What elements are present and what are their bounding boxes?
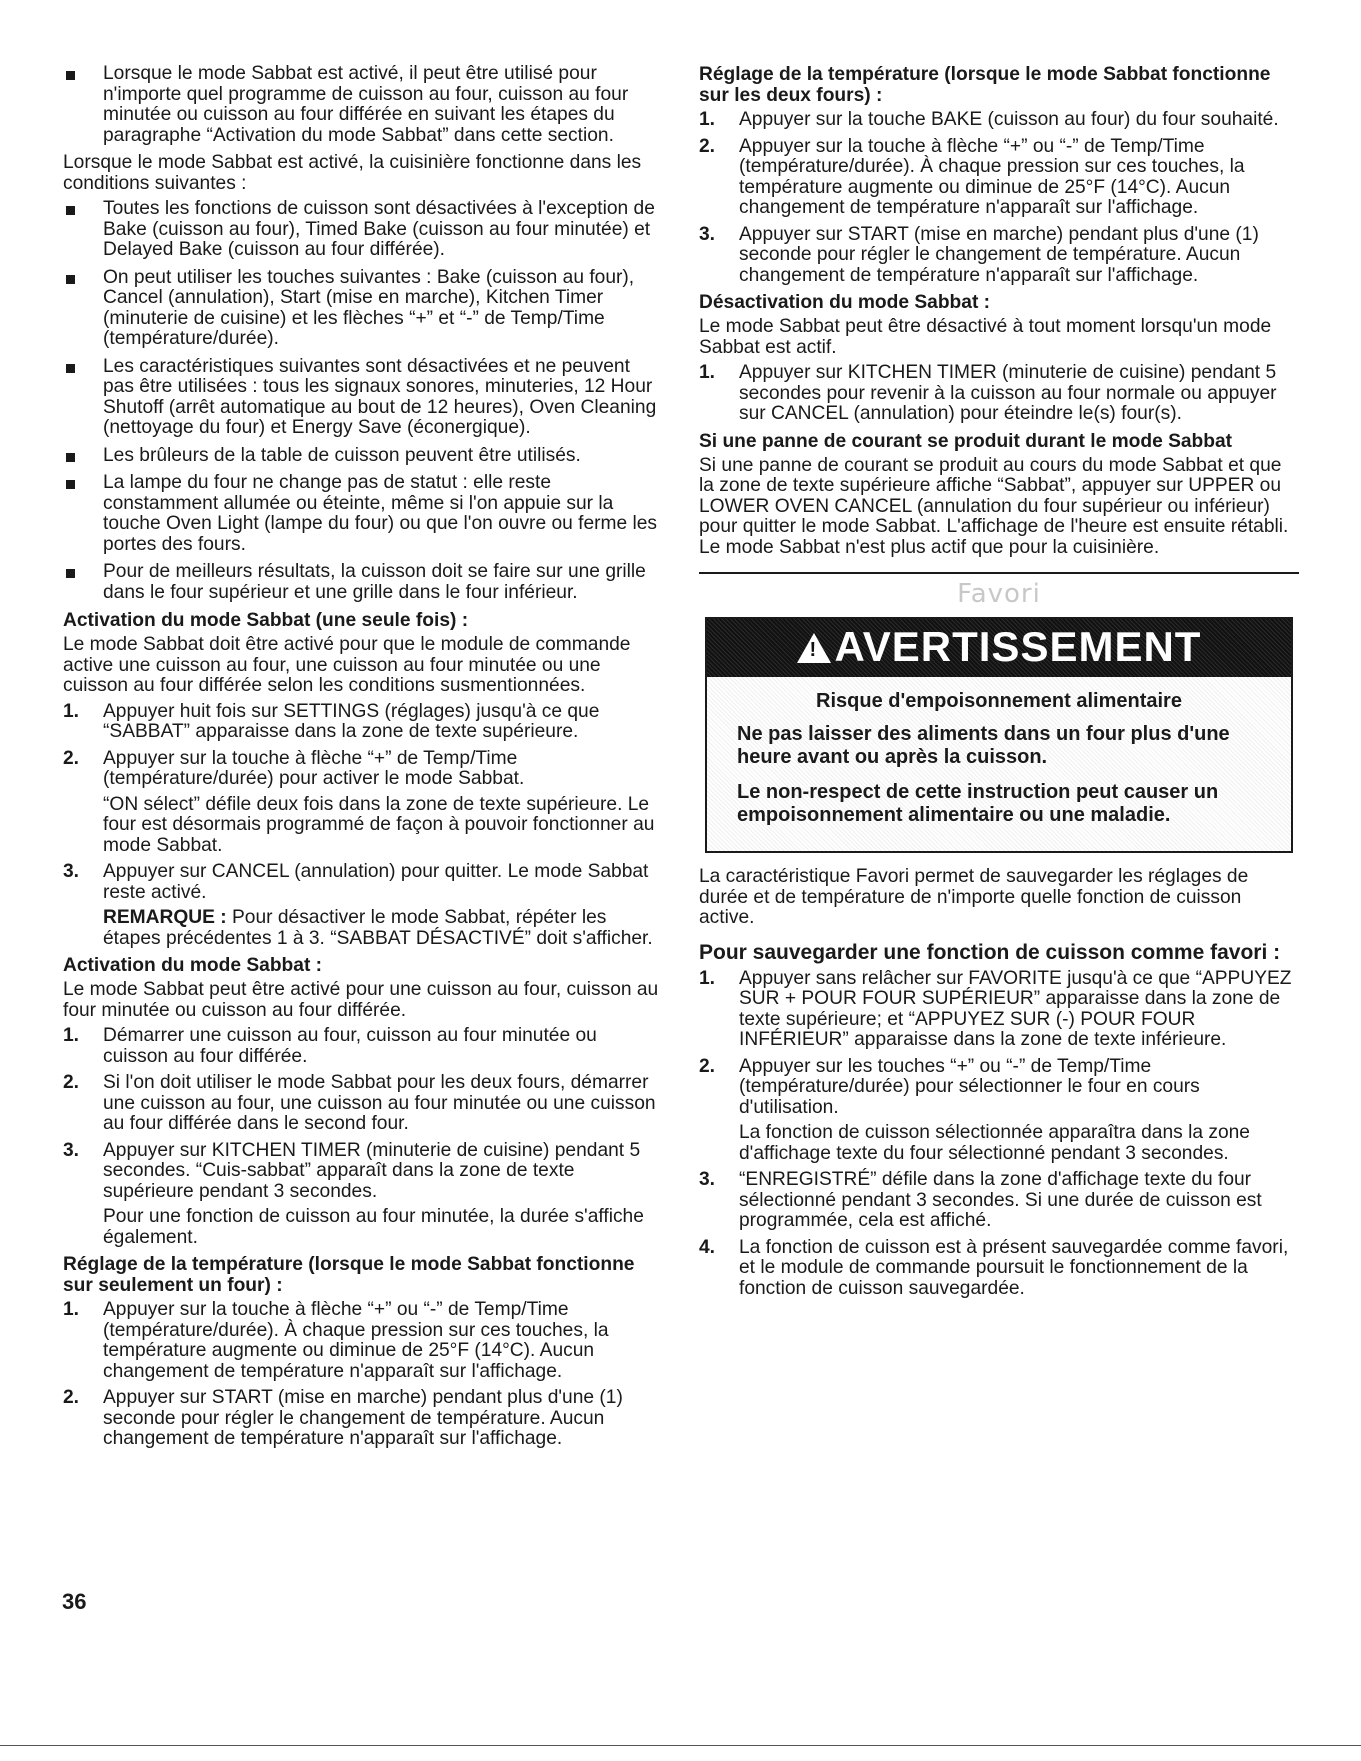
favori-intro: La caractéristique Favori permet de sauvegarder les réglages de durée et de température de n'importe quelle fonction de cuisson active. — [699, 866, 1249, 928]
warning-body — [707, 677, 1291, 852]
section-intro: Le mode Sabbat peut être désactivé à tout moment lorsqu'un mode Sabbat est actif. — [699, 316, 1272, 358]
temp-two-steps — [699, 110, 1299, 286]
step-number: 2. — [63, 1387, 80, 1408]
section-heading: Activation du mode Sabbat : — [63, 955, 323, 976]
list-item — [699, 363, 1299, 425]
step-number: 2. — [699, 135, 716, 157]
temp-one-steps — [63, 1300, 663, 1450]
list-item: Toutes les fonctions de cuisson sont désactivées à l'exception de Bake (cuisson au four), Timed Bake (cuisson au four minutée) et Delayed Bake (cuisson au four différée). — [63, 199, 663, 261]
list-item — [699, 1057, 1299, 1165]
list-item — [63, 1388, 663, 1450]
conditions-list — [63, 199, 663, 603]
section-divider — [699, 572, 1299, 574]
section-text: Si une panne de courant se produit au cours du mode Sabbat et que la zone de texte supérieure affiche “Sabbat”, appuyer sur UPPER ou LOWER OVEN CANCEL (annulation du four supérieur ou inférieur) pour quitter le mode Sabbat. L'affichage de l'heure est ensuite rétabli. Le mode Sabbat n'est plus actif que pour la cuisinière. — [699, 454, 1289, 558]
step-note: “ON sélect” défile deux fois dans la zone de texte supérieure. Le four est désormais programmé de façon à pouvoir fonctionner au mode Sabbat. — [103, 793, 655, 856]
favori-heading: Favori — [957, 579, 1041, 609]
step-note: La fonction de cuisson sélectionnée apparaîtra dans la zone d'affichage texte du four sélectionné pendant 3 secondes. — [739, 1122, 1250, 1164]
bottom-divider — [0, 1745, 1361, 1746]
remark — [103, 908, 663, 949]
save-steps — [699, 969, 1299, 1300]
section-intro: Le mode Sabbat doit être activé pour que le module de commande active une cuisson au four, une cuisson au four minutée ou une cuisson au four différée selon les conditions susmentionnées. — [63, 634, 631, 696]
list-item — [699, 110, 1299, 131]
step-text: La fonction de cuisson est à présent sauvegardée comme favori, et le module de commande poursuit le fonctionnement de la fonction de cuisson sauvegardée. — [739, 1236, 1289, 1299]
activation-once-steps — [63, 702, 663, 950]
list-item — [63, 1141, 663, 1249]
remark-text: Pour désactiver le mode Sabbat, répéter les étapes précédentes 1 à 3. “SABBAT DÉSACTIVÉ” doit s'afficher. — [103, 907, 653, 949]
section-heading: Activation du mode Sabbat (une seule fois) : — [63, 610, 469, 631]
step-text: Appuyer sur la touche à flèche “+” ou “-” de Temp/Time (température/durée). À chaque pression sur ces touches, la température augmente ou diminue de 25°F (14°C). Aucun changement de température n'apparaît sur l'affichage. — [739, 135, 1245, 218]
step-text: Si l'on doit utiliser le mode Sabbat pour les deux fours, démarrer une cuisson au four, une cuisson au four minutée ou une cuisson au four différée dans le second four. — [103, 1072, 656, 1134]
step-number: 1. — [699, 109, 716, 130]
list-item: Les caractéristiques suivantes sont désactivées et ne peuvent pas être utilisées : tous les signaux sonores, minuteries, 12 Hour Shutoff (arrêt automatique au bout de 12 heures), Oven Cleaning (nettoyage du four) et Energy Save (éconergique). — [63, 357, 663, 439]
step-text: Appuyer sur START (mise en marche) pendant plus d'une (1) seconde pour régler le changement de température. Aucun changement de température n'apparaît sur l'affichage. — [103, 1387, 623, 1449]
step-number: 1. — [63, 700, 80, 722]
list-item: On peut utiliser les touches suivantes : Bake (cuisson au four), Cancel (annulation), Start (mise en marche), Kitchen Timer (minuterie de cuisine) et les flèches “+” et “-” de Temp/Time (température/durée). — [63, 268, 663, 350]
list-item — [63, 702, 663, 743]
list-item — [699, 225, 1299, 287]
section-heading: Réglage de la température (lorsque le mode Sabbat fonctionne sur les deux fours) : — [699, 64, 1271, 106]
step-text: Appuyer sur KITCHEN TIMER (minuterie de cuisine) pendant 5 secondes. “Cuis-sabbat” apparaît dans la zone de texte supérieure pendant 3 secondes. — [103, 1139, 641, 1202]
step-number: 3. — [699, 1169, 716, 1190]
list-item — [63, 1300, 663, 1382]
list-item — [63, 749, 663, 857]
step-number: 1. — [699, 362, 716, 383]
list-item — [699, 1170, 1299, 1232]
list-item — [63, 1026, 663, 1067]
step-number: 2. — [63, 747, 80, 769]
step-number: 3. — [699, 223, 716, 245]
step-number: 2. — [63, 1072, 80, 1093]
step-text: Appuyer sur la touche BAKE (cuisson au four) du four souhaité. — [739, 109, 1279, 130]
section-heading: Pour sauvegarder une fonction de cuisson comme favori : — [699, 940, 1281, 964]
section-intro: Le mode Sabbat peut être activé pour une cuisson au four, cuisson au four minutée ou cuisson au four différée. — [63, 979, 659, 1021]
list-item: Pour de meilleurs résultats, la cuisson doit se faire sur une grille dans le four supérieur et une grille dans le four inférieur. — [63, 562, 663, 603]
step-text: Appuyer sur KITCHEN TIMER (minuterie de cuisine) pendant 5 secondes pour revenir à la cuisson au four normale ou appuyer sur CANCEL (annulation) pour éteindre le(s) four(s). — [739, 362, 1277, 424]
intro-list — [63, 64, 663, 146]
step-text: Démarrer une cuisson au four, cuisson au four minutée ou cuisson au four différée. — [103, 1025, 597, 1067]
step-note: Pour une fonction de cuisson au four minutée, la durée s'affiche également. — [103, 1206, 644, 1248]
step-text: Appuyer sans relâcher sur FAVORITE jusqu'à ce que “APPUYEZ SUR + POUR FOUR SUPÉRIEUR” apparaisse dans la zone de texte supérieure; et “APPUYEZ SUR (-) POUR FOUR INFÉRIEUR” apparaisse dans la zone de texte inférieure. — [739, 967, 1292, 1050]
warning-triangle-icon: ! — [797, 633, 831, 663]
step-text: Appuyer sur CANCEL (annulation) pour quitter. Le mode Sabbat reste activé. — [103, 861, 649, 903]
step-number: 3. — [63, 861, 80, 882]
list-item: La lampe du four ne change pas de statut : elle reste constamment allumée ou éteinte, même si l'on appuie sur la touche Oven Light (lampe du four) ou que l'on ouvre ou ferme les portes des fours. — [63, 473, 663, 555]
step-number: 4. — [699, 1236, 716, 1258]
list-item: Les brûleurs de la table de cuisson peuvent être utilisés. — [63, 446, 663, 467]
list-item: Lorsque le mode Sabbat est activé, il peut être utilisé pour n'importe quel programme de cuisson au four, cuisson au four minutée ou cuisson au four différée en suivant les étapes du paragraphe “Activation du mode Sabbat” dans cette section. — [63, 64, 663, 146]
warning-text: Ne pas laisser des aliments dans un four plus d'une heure avant ou après la cuisson. — [737, 723, 1230, 768]
step-number: 2. — [699, 1055, 716, 1077]
left-column — [63, 64, 663, 1456]
deactivation-steps — [699, 363, 1299, 425]
step-text: Appuyer huit fois sur SETTINGS (réglages) jusqu'à ce que “SABBAT” apparaisse dans la zone de texte supérieure. — [103, 700, 600, 742]
step-text: “ENREGISTRÉ” défile dans la zone d'affichage texte du four sélectionné pendant 3 secondes. Si une durée de cuisson est programmée, cela est affiché. — [739, 1169, 1262, 1231]
step-number: 3. — [63, 1139, 80, 1161]
page-number: 36 — [62, 1589, 87, 1614]
remark-label: REMARQUE : — [103, 907, 227, 928]
list-item — [63, 862, 663, 949]
warning-title: Risque d'empoisonnement alimentaire — [816, 689, 1182, 712]
section-heading: Si une panne de courant se produit durant le mode Sabbat — [699, 430, 1233, 452]
step-number: 1. — [63, 1299, 80, 1320]
list-item — [699, 969, 1299, 1051]
section-heading: Désactivation du mode Sabbat : — [699, 292, 991, 313]
step-number: 1. — [63, 1025, 80, 1046]
activation-steps — [63, 1026, 663, 1248]
list-item — [699, 137, 1299, 219]
section-heading: Réglage de la température (lorsque le mode Sabbat fonctionne sur seulement un four) : — [63, 1254, 635, 1296]
warning-text: Le non-respect de cette instruction peut causer un empoisonnement alimentaire ou une maladie. — [737, 781, 1219, 826]
conditions-intro: Lorsque le mode Sabbat est activé, la cuisinière fonctionne dans les conditions suivantes : — [63, 152, 642, 194]
list-item — [63, 1073, 663, 1135]
step-text: Appuyer sur START (mise en marche) pendant plus d'une (1) seconde pour régler le changement de température. Aucun changement de température n'apparaît sur l'affichage. — [739, 223, 1259, 286]
list-item — [699, 1238, 1299, 1300]
warning-box — [705, 617, 1293, 854]
warning-banner — [707, 619, 1291, 677]
step-text: Appuyer sur les touches “+” ou “-” de Temp/Time (température/durée) pour sélectionner le four en cours d'utilisation. — [739, 1055, 1200, 1118]
right-column — [699, 64, 1299, 1305]
step-text: Appuyer sur la touche à flèche “+” de Temp/Time (température/durée) pour activer le mode Sabbat. — [103, 747, 525, 789]
step-text: Appuyer sur la touche à flèche “+” ou “-” de Temp/Time (température/durée). À chaque pression sur ces touches, la température augmente ou diminue de 25°F (14°C). Aucun changement de température n'apparaît sur l'affichage. — [103, 1299, 609, 1382]
warning-banner-text: AVERTISSEMENT — [834, 623, 1202, 671]
step-number: 1. — [699, 967, 716, 989]
